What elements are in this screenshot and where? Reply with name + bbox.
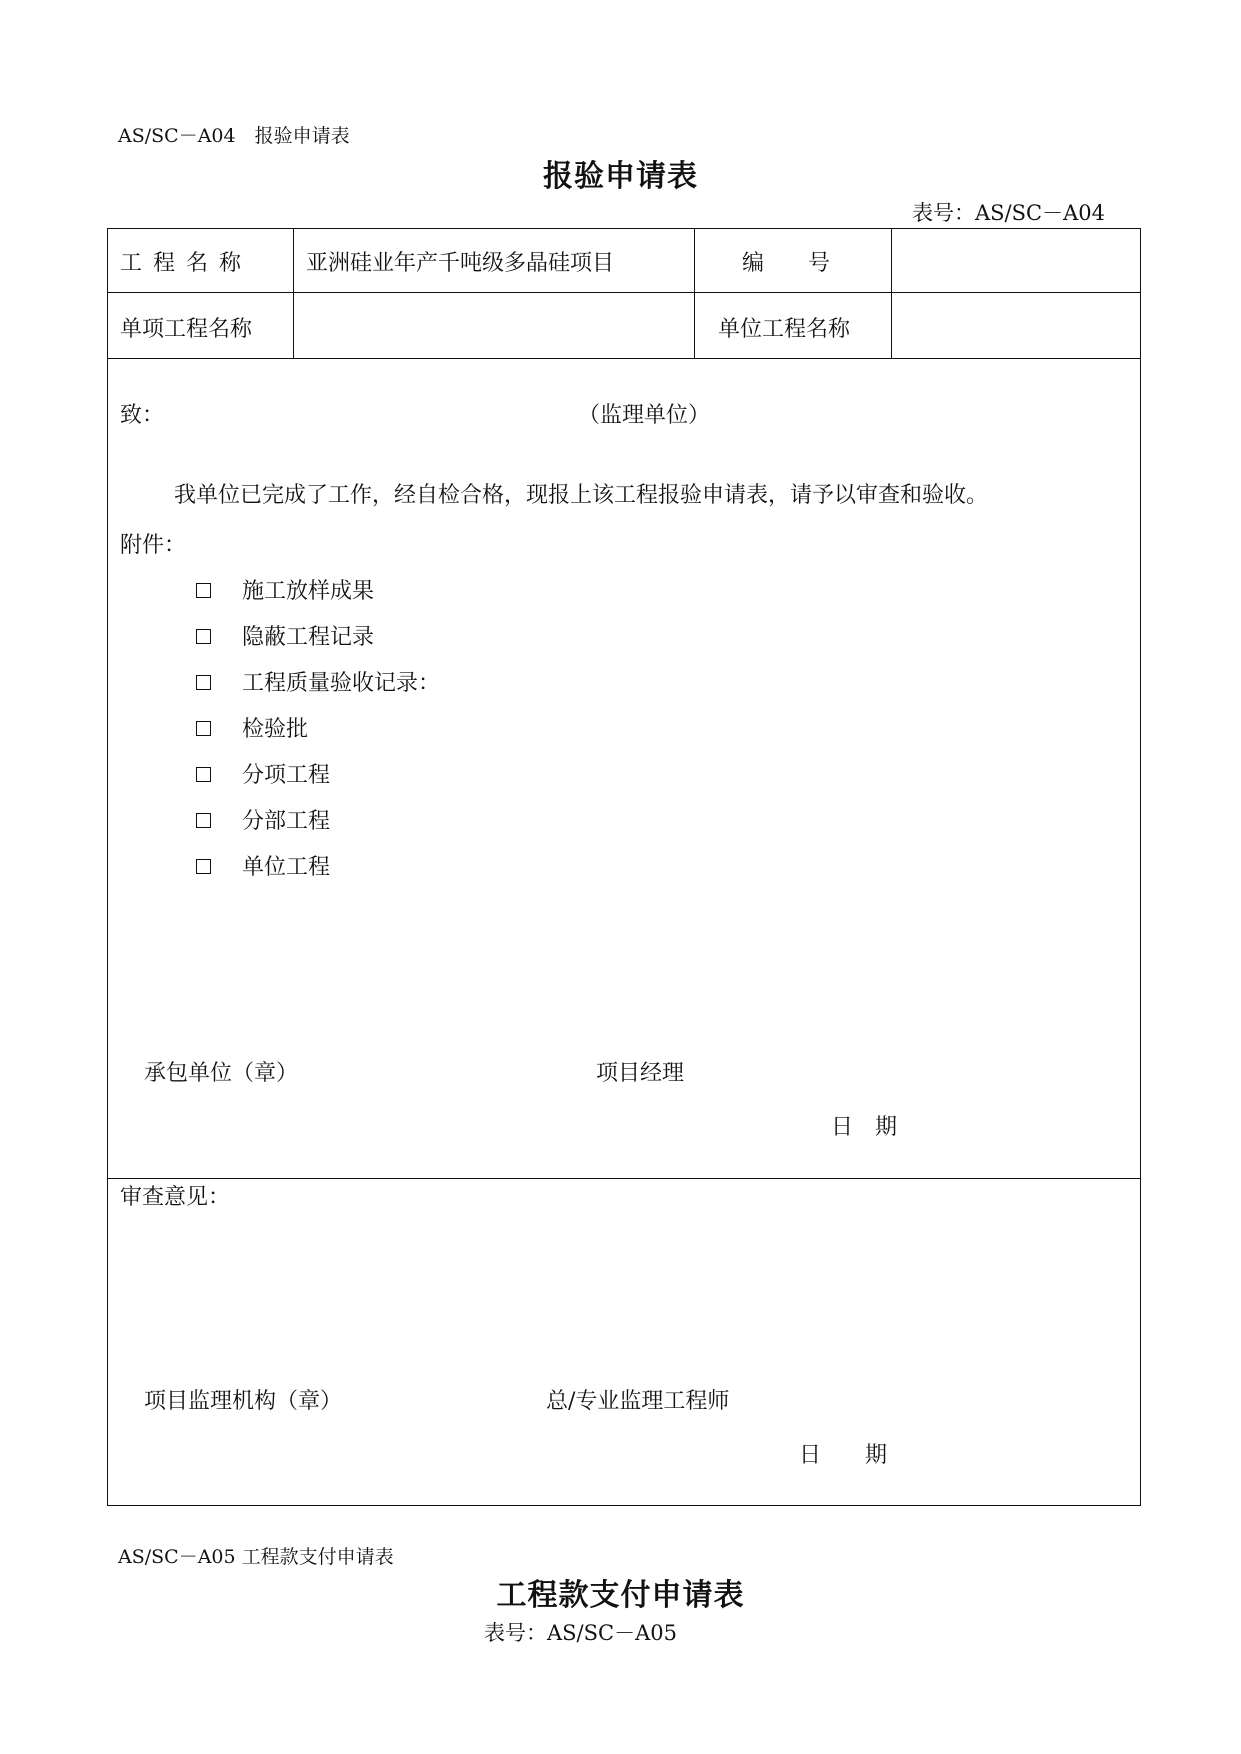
attachment-item[interactable] [196, 712, 308, 743]
review-date-label: 日 期 [799, 1443, 888, 1468]
attachment-label: 检验批 [242, 717, 309, 742]
row-divider-1 [107, 292, 1141, 293]
form-code-header: AS/SC－A04 报验申请表 [118, 125, 350, 147]
col-divider-2 [694, 228, 695, 358]
attachment-label: 施工放样成果 [242, 579, 375, 604]
attachment-label: 分部工程 [242, 809, 331, 834]
serial-number-label: 编 号 [742, 251, 831, 276]
form2-title: 工程款支付申请表 [496, 1578, 745, 1613]
attachment-item[interactable] [196, 850, 330, 881]
col-divider-1 [293, 228, 294, 358]
page-title: 报验申请表 [543, 159, 698, 194]
attachments-label: 附件： [120, 533, 187, 558]
attachment-item[interactable] [196, 666, 440, 697]
attachment-label: 分项工程 [242, 763, 331, 788]
attachment-label: 工程质量验收记录： [242, 671, 441, 696]
attachment-label: 隐蔽工程记录 [242, 625, 375, 650]
attachment-item[interactable] [196, 804, 330, 835]
sub-project-name-label: 单项工程名称 [120, 317, 253, 342]
attachment-item[interactable] [196, 574, 374, 605]
attachment-item[interactable] [196, 620, 374, 651]
supervisor-unit-label: （监理单位） [578, 403, 711, 428]
checkbox[interactable] [196, 675, 211, 690]
checkbox[interactable] [196, 767, 211, 782]
supervision-org-label: 项目监理机构（章） [144, 1389, 343, 1414]
checkbox[interactable] [196, 813, 211, 828]
section-divider [107, 1178, 1141, 1179]
attachment-label: 单位工程 [242, 855, 331, 880]
form-number: 表号：AS/SC－A04 [912, 201, 1105, 225]
date-label: 日 期 [831, 1115, 898, 1140]
checkbox[interactable] [196, 859, 211, 874]
project-name-value[interactable]: 亚洲硅业年产千吨级多晶硅项目 [306, 251, 615, 276]
project-name-label: 工 程 名 称 [120, 251, 243, 276]
chief-engineer-label: 总/专业监理工程师 [546, 1389, 730, 1414]
statement-text: 我单位已完成了工作，经自检合格，现报上该工程报验申请表，请予以审查和验收。 [174, 483, 989, 508]
attachment-item[interactable] [196, 758, 330, 789]
to-label: 致： [120, 403, 165, 428]
project-manager-label: 项目经理 [596, 1061, 685, 1086]
checkbox[interactable] [196, 583, 211, 598]
unit-project-name-label: 单位工程名称 [718, 317, 851, 342]
row-divider-2 [107, 358, 1141, 359]
form2-number: 表号：AS/SC－A05 [484, 1621, 677, 1645]
review-opinion-label: 审查意见： [120, 1185, 231, 1210]
checkbox[interactable] [196, 629, 211, 644]
form2-code-header: AS/SC－A05 工程款支付申请表 [118, 1546, 394, 1568]
checkbox[interactable] [196, 721, 211, 736]
contractor-label: 承包单位（章） [144, 1061, 299, 1086]
col-divider-3 [891, 228, 892, 358]
